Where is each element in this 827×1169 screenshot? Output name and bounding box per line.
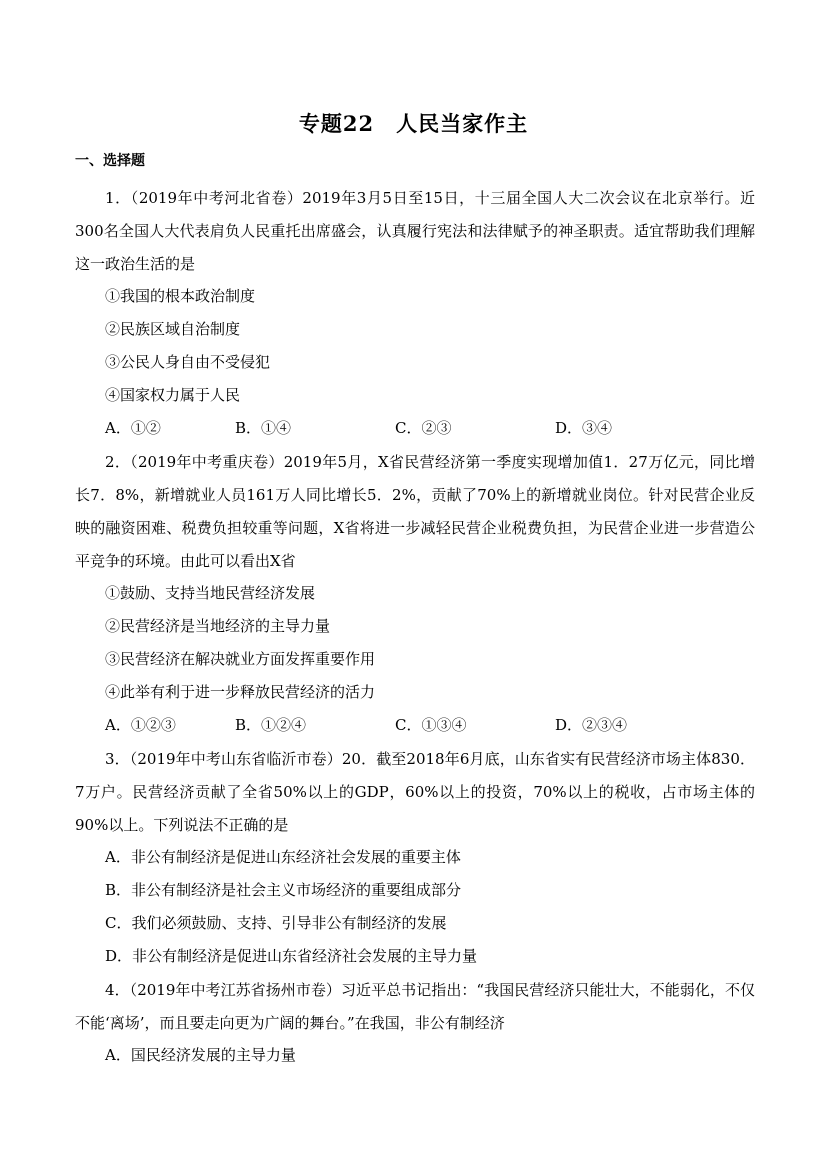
question-1-item: ④国家权力属于人民 [105, 386, 241, 404]
option-c: C．①③④ [395, 716, 467, 734]
question-1-stem: 1．（2019年中考河北省卷）2019年3月5日至15日，十三届全国人大二次会议在北京举行。近300名全国人大代表肩负人民重托出席盛会，认真履行宪法和法律赋予的神圣职责。适宜帮助我们理解这一政治生活的是 [75, 189, 755, 273]
question-2-stem: 2．（2019年中考重庆卷）2019年5月，X省民营经济第一季度实现增加值1．27万亿元，同比增长7．8%，新增就业人员161万人同比增长5．2%，贡献了70%上的新增就业岗位。针对民营企业反映的融资困难、税费负担较重等问题，X省将进一步减轻民营企业税费负担，为民营企业进一步营造公平竞争的环境。由此可以看出X省 [75, 453, 755, 570]
question-2-item: ③民营经济在解决就业方面发挥重要作用 [105, 650, 376, 668]
question-3-option: C．我们必须鼓励、支持、引导非公有制经济的发展 [105, 914, 447, 932]
question-2-item: ②民营经济是当地经济的主导力量 [105, 617, 331, 635]
question-1-item: ③公民人身自由不受侵犯 [105, 353, 271, 371]
option-d: D．②③④ [555, 716, 628, 734]
question-2-item: ①鼓励、支持当地民营经济发展 [105, 584, 316, 602]
question-1-item: ①我国的根本政治制度 [105, 287, 256, 305]
question-3-option: D．非公有制经济是促进山东省经济社会发展的主导力量 [105, 947, 478, 965]
option-c: C．②③ [395, 419, 452, 437]
question-4-option: A．国民经济发展的主导力量 [105, 1046, 296, 1064]
option-a: A．①② [105, 419, 161, 437]
question-1-item: ②民族区域自治制度 [105, 320, 241, 338]
option-d: D．③④ [555, 419, 613, 437]
question-3-option: A．非公有制经济是促进山东经济社会发展的重要主体 [105, 848, 461, 866]
question-3-stem: 3．（2019年中考山东省临沂市卷）20．截至2018年6月底，山东省实有民营经济市场主体830．7万户。民营经济贡献了全省50%以上的GDP，60%以上的投资，70%以上的税收，占市场主体的90%以上。下列说法不正确的是 [75, 750, 755, 834]
page-title: 专题22 人民当家作主 [298, 111, 529, 136]
option-b: B．①②④ [235, 716, 307, 734]
question-4-stem: 4．（2019年中考江苏省扬州市卷）习近平总书记指出：“我国民营经济只能壮大，不能弱化，不仅不能‘离场’，而且要走向更为广阔的舞台。”在我国，非公有制经济 [75, 981, 755, 1032]
question-3-option: B．非公有制经济是社会主义市场经济的重要组成部分 [105, 881, 462, 899]
section-heading: 一、选择题 [75, 153, 145, 169]
option-b: B．①④ [235, 419, 292, 437]
question-2-item: ④此举有利于进一步释放民营经济的活力 [105, 683, 376, 701]
option-a: A．①②③ [105, 716, 176, 734]
